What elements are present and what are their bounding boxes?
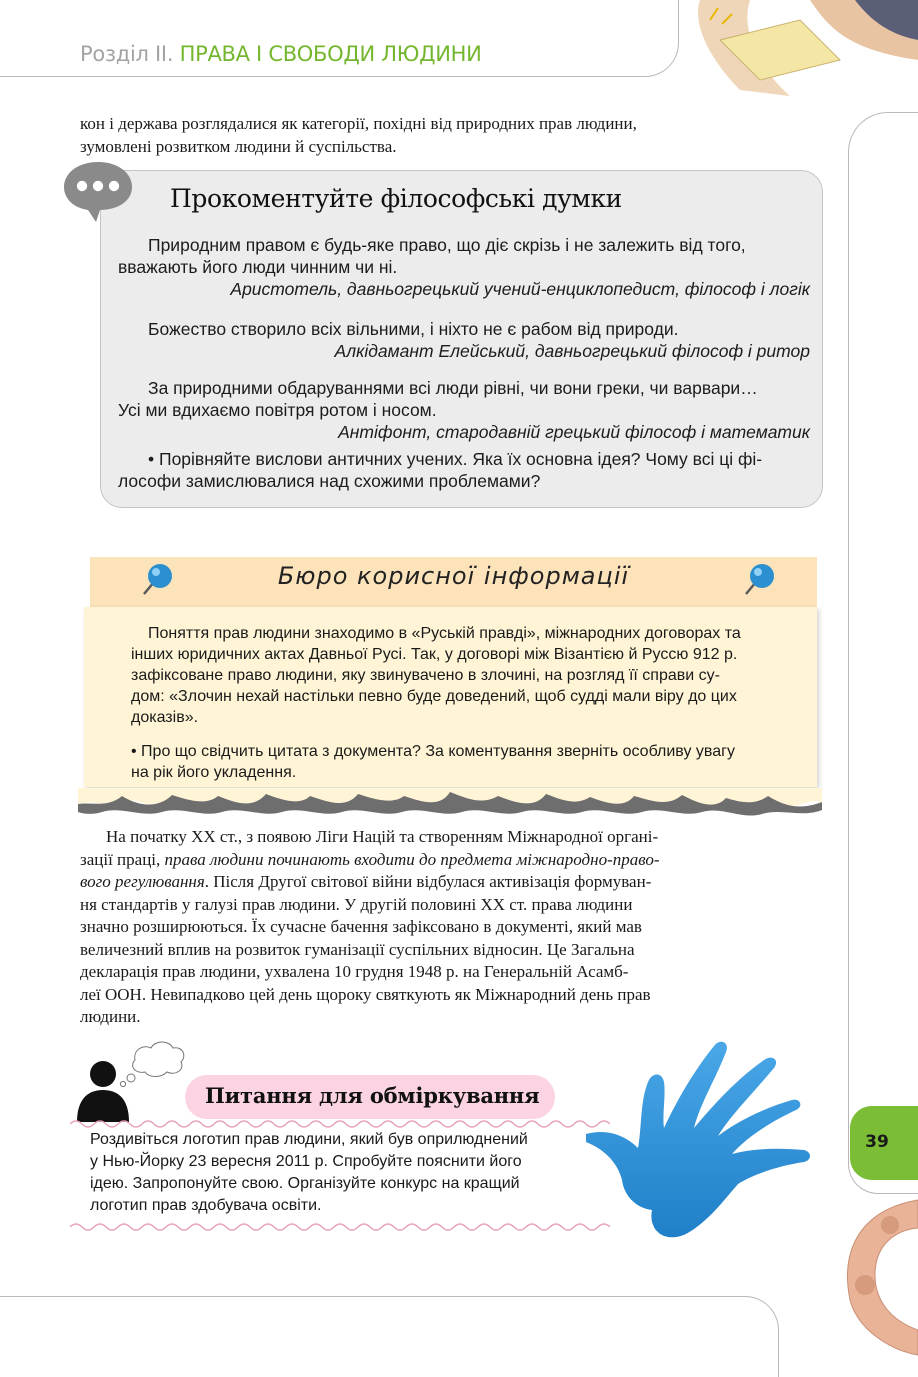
handshake-illustration-top [680,0,918,96]
quote-line: За природними обдаруваннями всі люди рівні, чи вони греки, чи варвари… [148,378,758,398]
person-silhouette-icon [77,1040,187,1122]
thought-cloud-icon [120,1042,183,1087]
text-line: значно розширюються. Їх сучасне бачення зафіксовано в документі, який мав [80,917,642,936]
quote-line: Усі ми вдихаємо повітря ротом і носом. [118,400,437,420]
bureau-title: Бюро корисної інформації [277,562,630,590]
intro-paragraph [80,113,822,158]
philosophy-task [118,448,810,492]
human-rights-logo [578,1024,828,1239]
quote-aristotle [118,234,810,300]
bureau-task [131,741,783,783]
bureau-line: дом: «Злочин нехай настільки певно буде доведений, щоб судді мали віру до цих [131,688,737,705]
reflection-title: Питання для обміркування [205,1083,540,1108]
speech-bubble-icon [62,160,134,224]
text-line: ня стандартів у галузі прав людини. У другій половині XX ст. права людини [80,894,633,914]
quote-line: Божество створило всіх вільними, і ніхто не є рабом від природи. [148,319,679,339]
text-line: кон і держава розглядалися як категорії, похідні від природних прав людини, [80,114,637,133]
bureau-text [131,623,783,728]
quote-author: Аристотель, давньогрецький учений-енциклопедист, філософ і логік [230,279,810,299]
quote-alcidamas [118,318,810,362]
text-line: леї ООН. Невипадково цей день щороку святкують як Міжнародний день прав [80,984,651,1004]
emphasis-text: вого регулювання [80,872,205,891]
philosophy-title: Прокоментуйте філософські думки [170,184,622,213]
bureau-task-line: • Про що свідчить цитата з документа? За коментування зверніть особливу увагу [131,743,735,760]
reflection-text [90,1129,577,1217]
bureau-task-line: на рік його укладення. [131,764,297,781]
wavy-divider-bottom [70,1221,610,1233]
bureau-line: Поняття прав людини знаходимо в «Руській правді», міжнародних договорах та [148,625,741,642]
quote-author: Антіфонт, стародавній грецький філософ і математик [338,422,810,442]
text-line: На початку XX ст., з появою Ліги Націй та створенням Міжнародної органі- [106,827,659,846]
page-header [80,42,482,66]
page-number: 39 [865,1132,889,1152]
reflection-line: у Нью-Йорку 23 вересня 2011 р. Спробуйте пояснити його [90,1153,522,1170]
bureau-line: зафіксоване право людини, яку звинувачено в злочині, на розгляд її справи су- [131,667,720,684]
text-line: декларація прав людини, ухвалена 10 грудня 1948 р. на Генеральній Асамб- [80,962,629,981]
text-line: зації праці, [80,849,165,869]
emphasis-text: права людини починають входити до предмета міжнародно-право- [164,849,660,869]
hands-circle-illustration-bottom [820,1190,918,1360]
reflection-line: Роздивіться логотип прав людини, який був оприлюднений [90,1131,528,1148]
text-line: зумовлені розвитком людини й суспільства. [80,136,397,156]
text-line: величезний вплив на розвиток гуманізації суспільних відносин. Це Загальна [80,939,635,959]
main-paragraph [80,826,822,1029]
page-frame-bottom [0,1296,779,1377]
reflection-line: ідею. Запропонуйте свою. Організуйте конкурс на кращий [90,1175,520,1192]
text-line: . Після Другої світової війни відбулася активізація формуван- [204,872,652,891]
section-title: ПРАВА І СВОБОДИ ЛЮДИНИ [179,42,482,66]
text-line: людини. [80,1007,141,1026]
section-number: Розділ ІІ. [80,42,174,66]
quote-author: Алкідамант Елейський, давньогрецький філософ і ритор [334,341,810,361]
reflection-line: логотип прав здобувача освіти. [90,1197,322,1214]
quote-line: вважають його люди чинним чи ні. [118,257,398,277]
page-frame-right [848,112,918,1194]
task-line: • Порівняйте вислови античних учених. Яка їх основна ідея? Чому всі ці фі- [148,449,763,469]
bureau-line: доказів». [131,709,199,726]
bureau-line: інших юридичних актах Давньої Русі. Так, у договорі між Візантією й Руссю 912 р. [131,646,738,663]
quote-antiphon [118,377,810,443]
task-line: лософи замислювалися над схожими проблемами? [118,471,541,491]
quote-line: Природним правом є будь-яке право, що діє скрізь і не залежить від того, [148,235,746,255]
